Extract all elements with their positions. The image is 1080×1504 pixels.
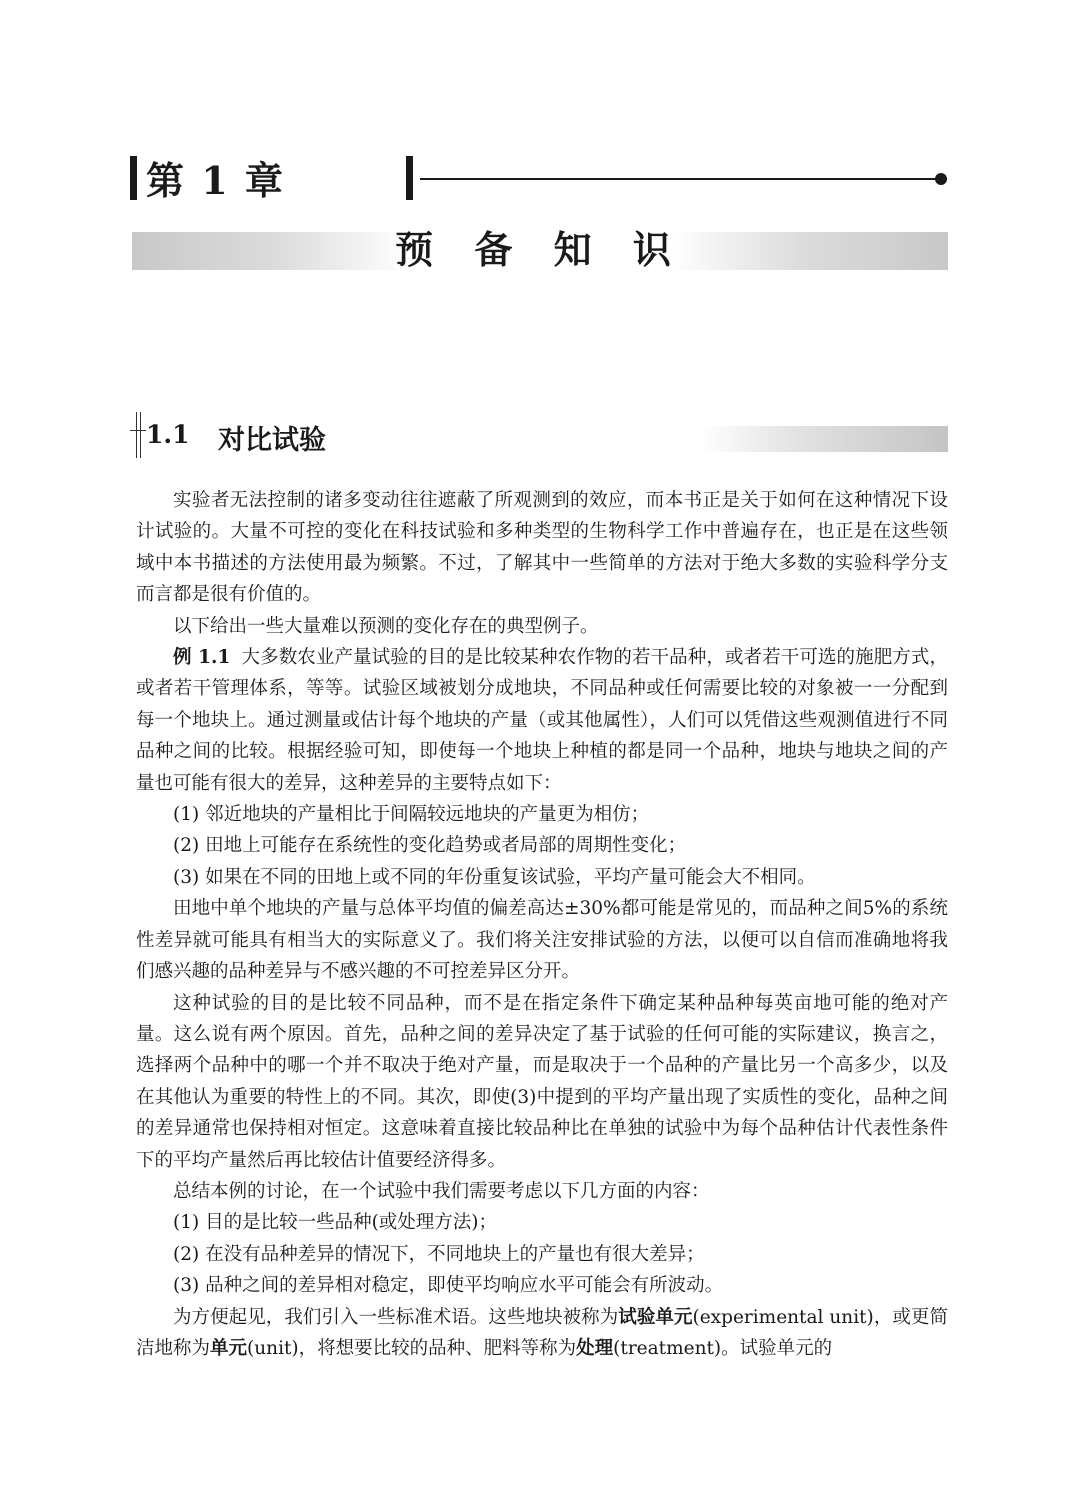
- section-ornament: [130, 412, 146, 458]
- chapter-left-bar: [130, 156, 137, 200]
- section-title: 对比试验: [218, 425, 326, 456]
- term-treatment: 处理: [576, 1337, 614, 1359]
- text-run: 为方便起见，我们引入一些标准术语。这些地块被称为: [173, 1306, 619, 1328]
- example-label: 例 1.1: [173, 647, 231, 669]
- chapter-right-bar: [406, 156, 413, 200]
- list-item: (3) 如果在不同的田地上或不同的年份重复该试验，平均产量可能会大不相同。: [173, 866, 816, 888]
- paragraph: 实验者无法控制的诸多变动往往遮蔽了所观测到的效应，而本书正是关于如何在这种情况下设计试验的。大量不可控的变化在科技试验和多种类型的生物科学工作中普遍存在，也正是在这些领域中本书描述的方法使用最为频繁。不过，了解其中一些简单的方法对于绝大多数的实验科学分支而言都是很有价值的。: [136, 490, 948, 606]
- list-item: (2) 在没有品种差异的情况下，不同地块上的产量也有很大差异；: [173, 1243, 705, 1265]
- term-unit: 单元: [210, 1337, 248, 1359]
- list-item: (2) 田地上可能存在系统性的变化趋势或者局部的周期性变化；: [173, 835, 687, 857]
- paragraph: 这种试验的目的是比较不同品种，而不是在指定条件下确定某种品种每英亩地可能的绝对产量。这么说有两个原因。首先，品种之间的差异决定了基于试验的任何可能的实际建议，换言之，选择两个品种中的哪一个并不取决于绝对产量，而是取决于一个品种的产量比另一个高多少，以及在其他认为重要的特性上的不同。其次，即使(3)中提到的平均产量出现了实质性的变化，品种之间的差异通常也保持相对恒定。这意味着直接比较品种比在单独的试验中为每个品种估计代表性条件下的平均产量然后再比较估计值要经济得多。: [136, 992, 948, 1171]
- chapter-heading: [130, 148, 950, 208]
- example-text: 大多数农业产量试验的目的是比较某种农作物的若干品种，或者若干可选的施肥方式，或者若干管理体系，等等。试验区域被划分成地块，不同品种或任何需要比较的对象被一一分配到每一个地块上。通过测量或估计每个地块的产量（或其他属性），人们可以凭借这些观测值进行不同品种之间的比较。根据经验可知，即使每一个地块上种植的都是同一个品种，地块与地块之间的产量也可能有很大的差异，这种差异的主要特点如下：: [136, 647, 948, 794]
- section-number: 1.1: [146, 420, 190, 449]
- body-text: [136, 485, 948, 1364]
- example-paragraph: [136, 642, 948, 799]
- paragraph: 总结本例的讨论，在一个试验中我们需要考虑以下几方面的内容：: [173, 1180, 710, 1202]
- list-item: (1) 邻近地块的产量相比于间隔较远地块的产量更为相仿；: [173, 804, 650, 826]
- chapter-title: 预 备 知 识: [395, 227, 685, 272]
- text-run: (treatment)。试验单元的: [613, 1337, 833, 1359]
- list-item: (3) 品种之间的差异相对稳定，即使平均响应水平可能会有所波动。: [173, 1275, 724, 1297]
- text-run: (unit)，将想要比较的品种、肥料等称为: [247, 1337, 577, 1359]
- chapter-rule-dot: [935, 173, 947, 185]
- terminology-paragraph: [136, 1302, 948, 1365]
- paragraph: 田地中单个地块的产量与总体平均值的偏差高达±30%都可能是常见的，而品种之间5%的系统性差异就可能具有相当大的实际意义了。我们将关注安排试验的方法，以便可以自信而准确地将我们感兴趣的品种差异与不感兴趣的不可控差异区分开。: [136, 898, 948, 983]
- text-run: (experimental unit)，或更简洁地称为: [136, 1306, 948, 1359]
- term-experimental-unit: 试验单元: [618, 1306, 693, 1328]
- list-item: (1) 目的是比较一些品种(或处理方法)；: [173, 1212, 498, 1234]
- section-title-band: [700, 426, 948, 452]
- chapter-label: 第 1 章: [146, 158, 285, 203]
- paragraph: 以下给出一些大量难以预测的变化存在的典型例子。: [173, 615, 599, 637]
- chapter-rule-line: [420, 178, 940, 180]
